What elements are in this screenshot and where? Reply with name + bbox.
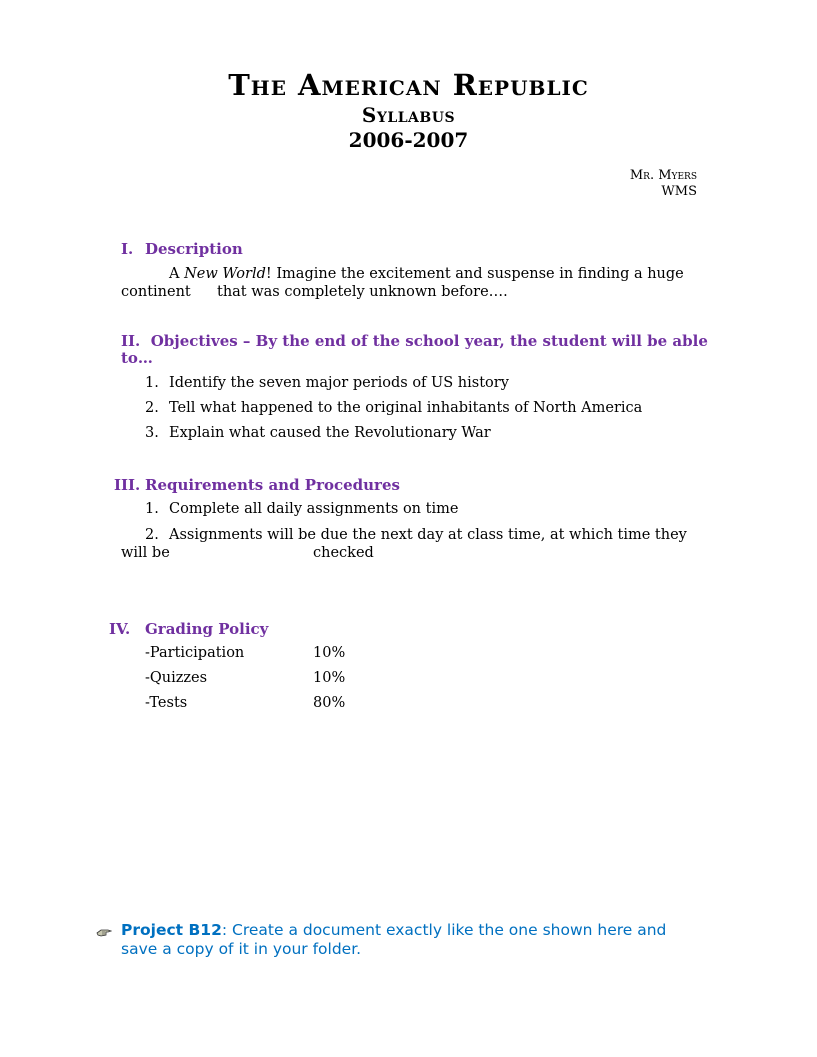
description-line-2: continent that was completely unknown before…. — [121, 284, 508, 300]
section-number: III. — [114, 476, 141, 494]
section-title: Requirements and Procedures — [145, 476, 400, 494]
objective-item: 2. Tell what happened to the original inhabitants of North America — [145, 400, 643, 416]
objective-item: 3. Explain what caused the Revolutionary War — [145, 425, 491, 441]
document-title: The American Republic — [228, 68, 589, 102]
requirement-item: 2. Assignments will be due the next day at class time, at which time they will be checked — [121, 527, 687, 561]
section-number: I. — [121, 240, 134, 258]
section-title: Description — [145, 240, 243, 258]
description-paragraph — [121, 265, 711, 301]
section-objectives-heading — [121, 333, 711, 367]
description-line-1: A New World! Imagine the excitement and suspense in finding a huge — [169, 266, 684, 282]
grading-row: -Quizzes 10% — [145, 670, 346, 686]
project-instructions: Project B12: Create a document exactly like the one shown here and save a copy of it in your folder. — [121, 921, 667, 958]
objective-item: 1. Identify the seven major periods of US history — [145, 375, 509, 391]
section-number: II. — [121, 332, 141, 350]
section-title: Objectives – By the end of the school year, the student will be able — [150, 332, 708, 350]
school-name: WMS — [661, 184, 697, 199]
section-requirements-heading — [114, 476, 400, 494]
school-year: 2006-2007 — [348, 128, 469, 152]
section-title: Grading Policy — [145, 620, 269, 638]
section-description-heading — [121, 240, 243, 258]
pointing-hand-icon — [96, 926, 112, 938]
requirement-item: 1. Complete all daily assignments on time — [145, 501, 459, 517]
section-number: IV. — [109, 620, 131, 638]
new-world-italic: New World — [184, 266, 266, 282]
teacher-name: Mr. Myers — [629, 168, 697, 183]
document-subtitle: Syllabus — [361, 103, 456, 127]
grading-row: -Tests 80% — [145, 695, 346, 711]
project-label: Project B12 — [121, 921, 222, 939]
section-grading-heading — [109, 620, 268, 638]
teacher-block — [630, 168, 697, 200]
section-title-continued: to… — [121, 349, 153, 367]
grading-row: -Participation 10% — [145, 645, 346, 661]
